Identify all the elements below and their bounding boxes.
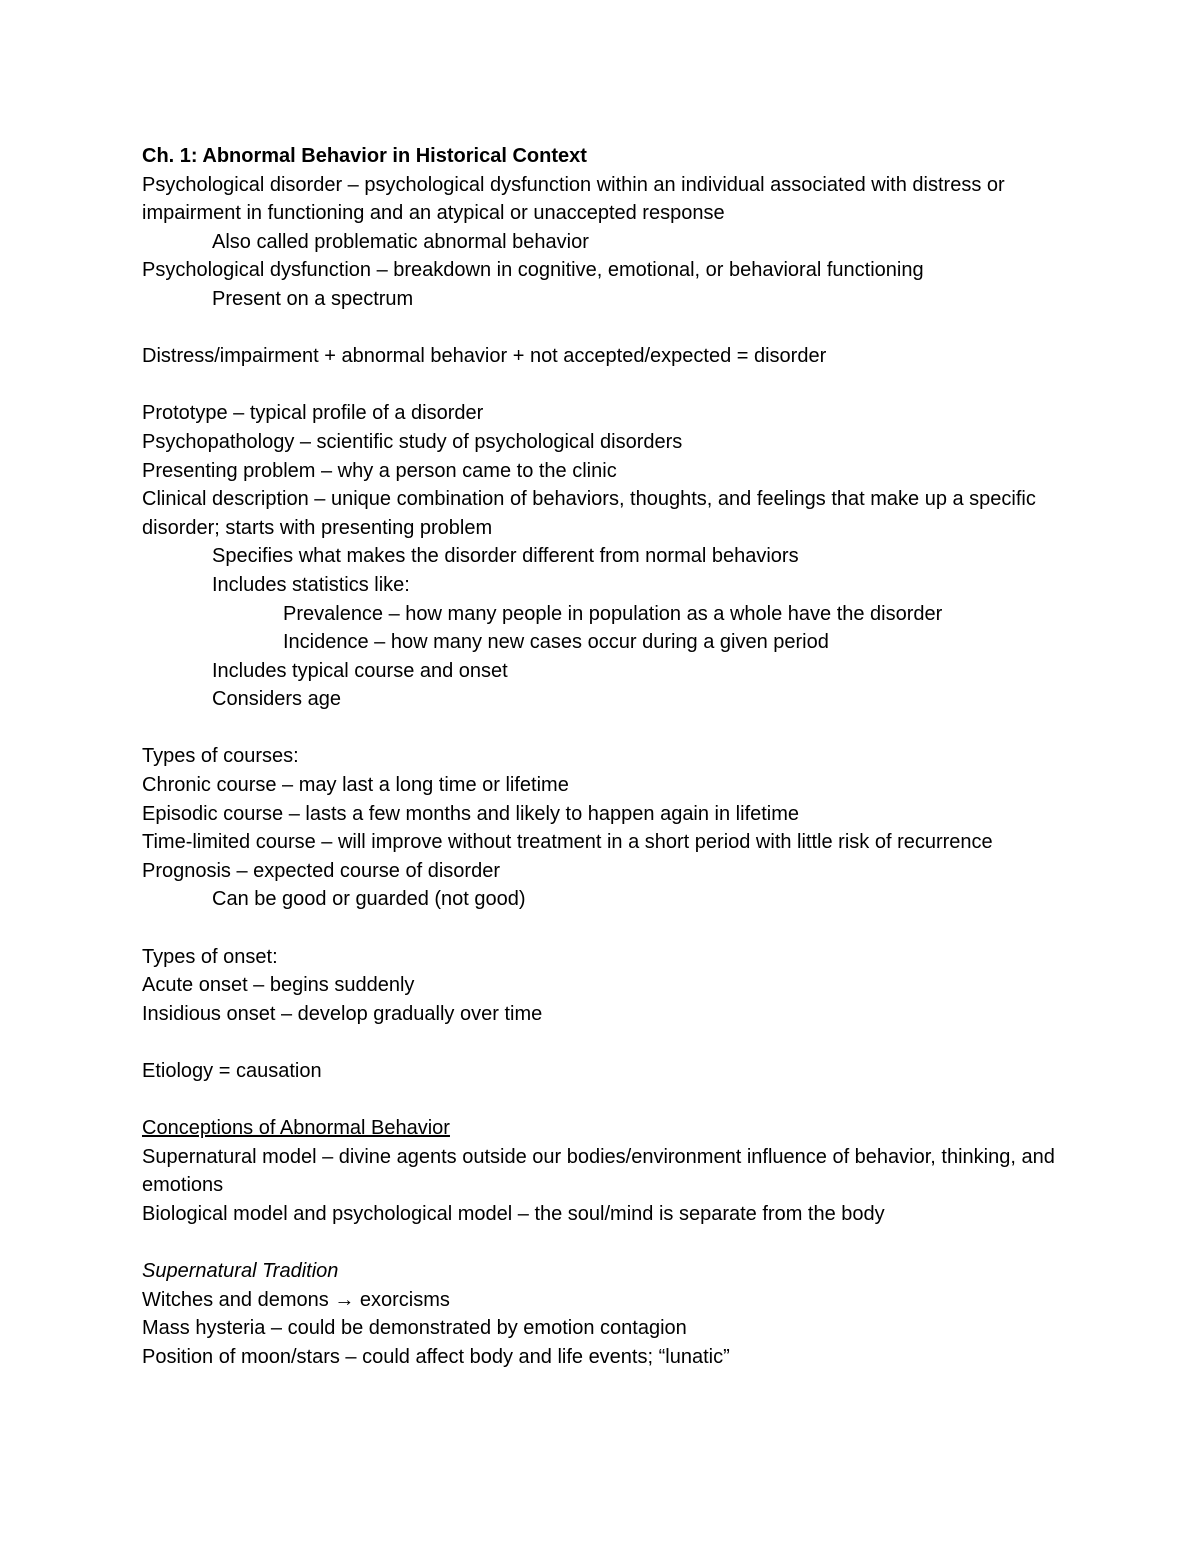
mass-hysteria-definition: Mass hysteria – could be demonstrated by emotion contagion xyxy=(142,1317,687,1340)
biological-psychological-model-definition: Biological model and psychological model – the soul/mind is separate from the body xyxy=(142,1202,885,1225)
chronic-course-definition: Chronic course – may last a long time or lifetime xyxy=(142,774,569,797)
arrow-right-icon: → xyxy=(334,1288,355,1311)
moon-stars-definition: Position of moon/stars – could affect body and life events; “lunatic” xyxy=(142,1345,730,1368)
spacer xyxy=(142,371,1062,400)
etiology-definition: Etiology = causation xyxy=(142,1060,322,1082)
spacer xyxy=(142,1028,1062,1057)
prototype-definition: Prototype – typical profile of a disorder xyxy=(142,402,484,425)
document-title: Ch. 1: Abnormal Behavior in Historical Context xyxy=(142,145,587,167)
good-or-guarded-note: Can be good or guarded (not good) xyxy=(212,888,526,911)
clinical-description-definition: Clinical description – unique combination of behaviors, thoughts, and feelings that make up a specific disorder; starts with presenting problem xyxy=(142,488,1036,539)
specifies-note: Specifies what makes the disorder different from normal behaviors xyxy=(212,545,799,568)
witches-text: Witches and demons xyxy=(142,1288,335,1311)
disorder-formula: Distress/impairment + abnormal behavior + not accepted/expected = disorder xyxy=(142,345,827,368)
document-body xyxy=(142,142,1062,1372)
incidence-definition: Incidence – how many new cases occur during a given period xyxy=(283,631,829,654)
acute-onset-definition: Acute onset – begins suddenly xyxy=(142,974,415,997)
exorcisms-text: exorcisms xyxy=(354,1288,450,1311)
psychological-dysfunction-definition: Psychological dysfunction – breakdown in cognitive, emotional, or behavioral functioning xyxy=(142,259,924,282)
time-limited-course-definition: Time-limited course – will improve without treatment in a short period with little risk of recurrence xyxy=(142,831,993,854)
spacer xyxy=(142,714,1062,743)
considers-age-note: Considers age xyxy=(212,688,341,711)
witches-and-demons-line xyxy=(142,1286,1062,1315)
conceptions-heading: Conceptions of Abnormal Behavior xyxy=(142,1117,450,1140)
insidious-onset-definition: Insidious onset – develop gradually over time xyxy=(142,1002,543,1025)
spacer xyxy=(142,914,1062,943)
types-of-onset-heading: Types of onset: xyxy=(142,945,278,968)
spectrum-note: Present on a spectrum xyxy=(212,287,414,310)
prevalence-definition: Prevalence – how many people in population as a whole have the disorder xyxy=(283,602,943,625)
supernatural-tradition-heading: Supernatural Tradition xyxy=(142,1260,339,1283)
psychological-disorder-definition: Psychological disorder – psychological dysfunction within an individual associated with distress or impairment in functioning and an atypical or unaccepted response xyxy=(142,173,1005,225)
prognosis-definition: Prognosis – expected course of disorder xyxy=(142,859,500,882)
types-of-courses-heading: Types of courses: xyxy=(142,745,299,768)
spacer xyxy=(142,314,1062,343)
episodic-course-definition: Episodic course – lasts a few months and likely to happen again in lifetime xyxy=(142,802,800,825)
presenting-problem-definition: Presenting problem – why a person came to the clinic xyxy=(142,459,617,482)
spacer xyxy=(142,1086,1062,1115)
supernatural-model-definition: Supernatural model – divine agents outside our bodies/environment influence of behavior, thinking, and emotions xyxy=(142,1145,1055,1197)
typical-course-note: Includes typical course and onset xyxy=(212,659,508,682)
psychopathology-definition: Psychopathology – scientific study of psychological disorders xyxy=(142,430,683,453)
spacer xyxy=(142,1229,1062,1258)
includes-statistics-note: Includes statistics like: xyxy=(212,573,410,596)
also-called-note: Also called problematic abnormal behavior xyxy=(212,230,589,253)
